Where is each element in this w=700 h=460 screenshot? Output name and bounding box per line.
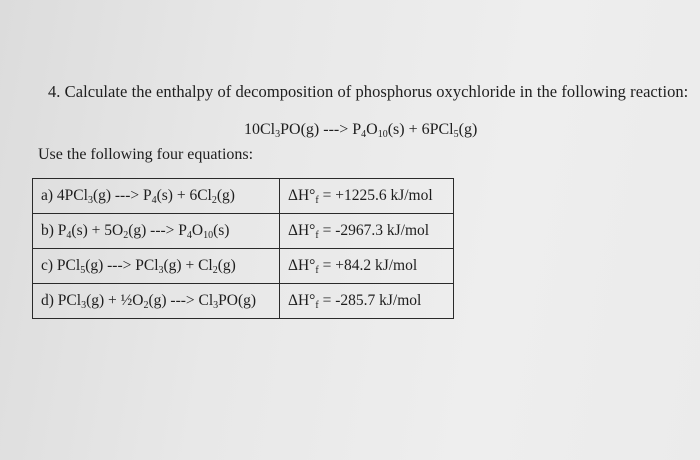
reaction-part: 10Cl xyxy=(244,121,276,138)
reaction-subscript: 5 xyxy=(453,129,459,140)
eq-subscript: 2 xyxy=(212,265,218,276)
eq-subscript: 2 xyxy=(143,300,149,311)
eq-part: (g) ---> P xyxy=(128,222,187,239)
reaction-part: O xyxy=(366,121,378,138)
dh-value: = +1225.6 kJ/mol xyxy=(318,187,433,204)
table-row xyxy=(33,284,454,319)
enthalpy-cell xyxy=(280,284,454,319)
eq-subscript: 3 xyxy=(81,300,87,311)
eq-part: (s) xyxy=(213,222,230,239)
equation-cell xyxy=(33,179,280,214)
eq-part: a) 4PCl xyxy=(41,187,88,204)
table-row xyxy=(33,249,454,284)
reaction-subscript: 3 xyxy=(275,129,281,140)
equations-table xyxy=(32,178,454,319)
reaction-part: PO(g) ---> P xyxy=(280,121,362,138)
eq-part: (g) + Cl xyxy=(163,257,213,274)
eq-subscript: 5 xyxy=(80,265,86,276)
eq-subscript: 3 xyxy=(87,195,93,206)
dh-subscript: f xyxy=(315,230,319,241)
reaction-subscript: 4 xyxy=(361,129,367,140)
eq-part: (g) + ½O xyxy=(86,292,144,309)
enthalpy-cell xyxy=(280,179,454,214)
eq-part: (g) xyxy=(216,187,235,204)
dh-label: ΔH° xyxy=(288,257,316,274)
dh-subscript: f xyxy=(315,265,319,276)
eq-part: b) P xyxy=(41,222,67,239)
reaction-part: (s) + 6PCl xyxy=(387,121,454,138)
dh-value: = +84.2 kJ/mol xyxy=(318,257,418,274)
eq-part: d) PCl xyxy=(41,292,82,309)
dh-value: = -285.7 kJ/mol xyxy=(318,292,422,309)
eq-part: (g) xyxy=(217,257,236,274)
eq-part: (g) ---> Cl xyxy=(148,292,214,309)
eq-part: (s) + 6Cl xyxy=(156,187,212,204)
reaction-part: (g) xyxy=(458,121,478,138)
eq-part: (g) ---> P xyxy=(92,187,152,204)
eq-subscript: 3 xyxy=(158,265,164,276)
eq-subscript: 4 xyxy=(66,230,72,241)
dh-label: ΔH° xyxy=(288,292,316,309)
eq-part: c) PCl xyxy=(41,257,81,274)
table-row xyxy=(33,214,454,249)
eq-subscript: 3 xyxy=(213,300,219,311)
enthalpy-cell xyxy=(280,214,454,249)
enthalpy-cell xyxy=(280,249,454,284)
dh-value: = -2967.3 kJ/mol xyxy=(318,222,430,239)
eq-part: (s) + 5O xyxy=(71,222,124,239)
target-reaction xyxy=(244,121,477,139)
eq-part: (g) ---> PCl xyxy=(85,257,159,274)
eq-subscript: 2 xyxy=(211,195,217,206)
dh-label: ΔH° xyxy=(288,222,316,239)
equation-cell xyxy=(33,284,280,319)
table-row xyxy=(33,179,454,214)
eq-subscript: 4 xyxy=(151,195,157,206)
eq-part: O xyxy=(191,222,204,239)
question-text: 4. Calculate the enthalpy of decomposition of phosphorus oxychloride in the following reaction: xyxy=(48,82,689,101)
reaction-subscript: 10 xyxy=(377,129,388,140)
equation-cell xyxy=(33,249,280,284)
instruction-text: Use the following four equations: xyxy=(38,146,254,163)
dh-subscript: f xyxy=(315,300,319,311)
eq-subscript: 10 xyxy=(203,230,214,241)
eq-subscript: 2 xyxy=(123,230,129,241)
dh-label: ΔH° xyxy=(288,187,316,204)
equation-cell xyxy=(33,214,280,249)
eq-part: PO(g) xyxy=(218,292,257,309)
eq-subscript: 4 xyxy=(186,230,192,241)
dh-subscript: f xyxy=(315,195,319,206)
